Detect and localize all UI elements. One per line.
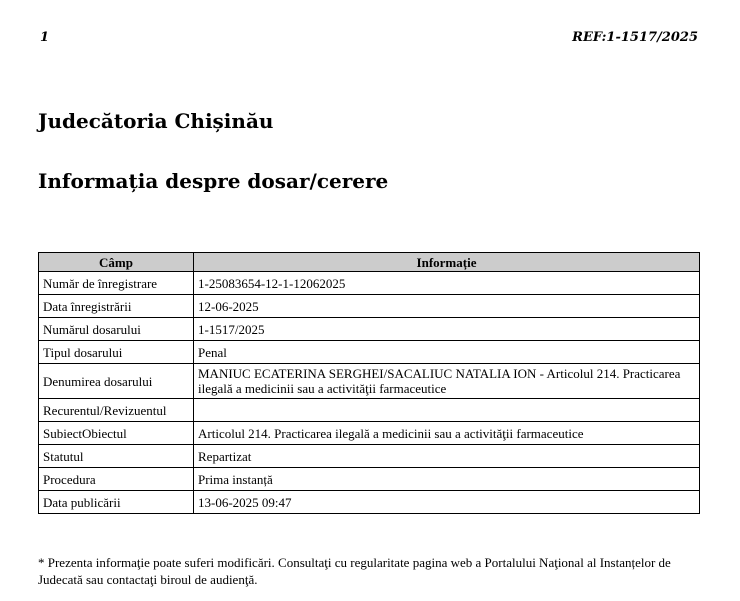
column-header-field: Câmp <box>39 253 194 272</box>
field-label: Data înregistrării <box>39 295 194 318</box>
field-label: Tipul dosarului <box>39 341 194 364</box>
case-info-table <box>38 252 700 514</box>
field-value: 1-1517/2025 <box>194 318 700 341</box>
table-row <box>39 445 700 468</box>
field-value <box>194 399 700 422</box>
table-header-row <box>39 253 700 272</box>
court-title: Judecătoria Chișinău <box>38 109 274 133</box>
field-label: Recurentul/Revizuentul <box>39 399 194 422</box>
field-label: Denumirea dosarului <box>39 364 194 399</box>
table-row <box>39 422 700 445</box>
field-value: 12-06-2025 <box>194 295 700 318</box>
field-value: 13-06-2025 09:47 <box>194 491 700 514</box>
field-label: Număr de înregistrare <box>39 272 194 295</box>
reference-number: REF:1-1517/2025 <box>572 30 698 45</box>
table-row <box>39 468 700 491</box>
table-row <box>39 272 700 295</box>
table-row <box>39 341 700 364</box>
table-row <box>39 364 700 399</box>
field-label: Statutul <box>39 445 194 468</box>
table-row <box>39 295 700 318</box>
field-label: SubiectObiectul <box>39 422 194 445</box>
field-label: Procedura <box>39 468 194 491</box>
section-title: Informația despre dosar/cerere <box>38 169 389 193</box>
table-row <box>39 399 700 422</box>
table-row <box>39 318 700 341</box>
page-number: 1 <box>40 30 50 45</box>
field-label: Numărul dosarului <box>39 318 194 341</box>
field-value: MANIUC ECATERINA SERGHEI/SACALIUC NATALIA ION - Articolul 214. Practicarea ilegală a medicinii sau a activităţii farmaceutice <box>194 364 700 399</box>
field-label: Data publicării <box>39 491 194 514</box>
field-value: Repartizat <box>194 445 700 468</box>
field-value: Articolul 214. Practicarea ilegală a medicinii sau a activităţii farmaceutice <box>194 422 700 445</box>
field-value: Penal <box>194 341 700 364</box>
table-row <box>39 491 700 514</box>
disclaimer-footnote: * Prezenta informaţie poate suferi modificări. Consultaţi cu regularitate pagina web a Portalului Naţional al Instanțelor de Judecată sau contactaţi biroul de audienţă. <box>38 555 671 587</box>
field-value: 1-25083654-12-1-12062025 <box>194 272 700 295</box>
column-header-information: Informație <box>194 253 700 272</box>
field-value: Prima instanță <box>194 468 700 491</box>
